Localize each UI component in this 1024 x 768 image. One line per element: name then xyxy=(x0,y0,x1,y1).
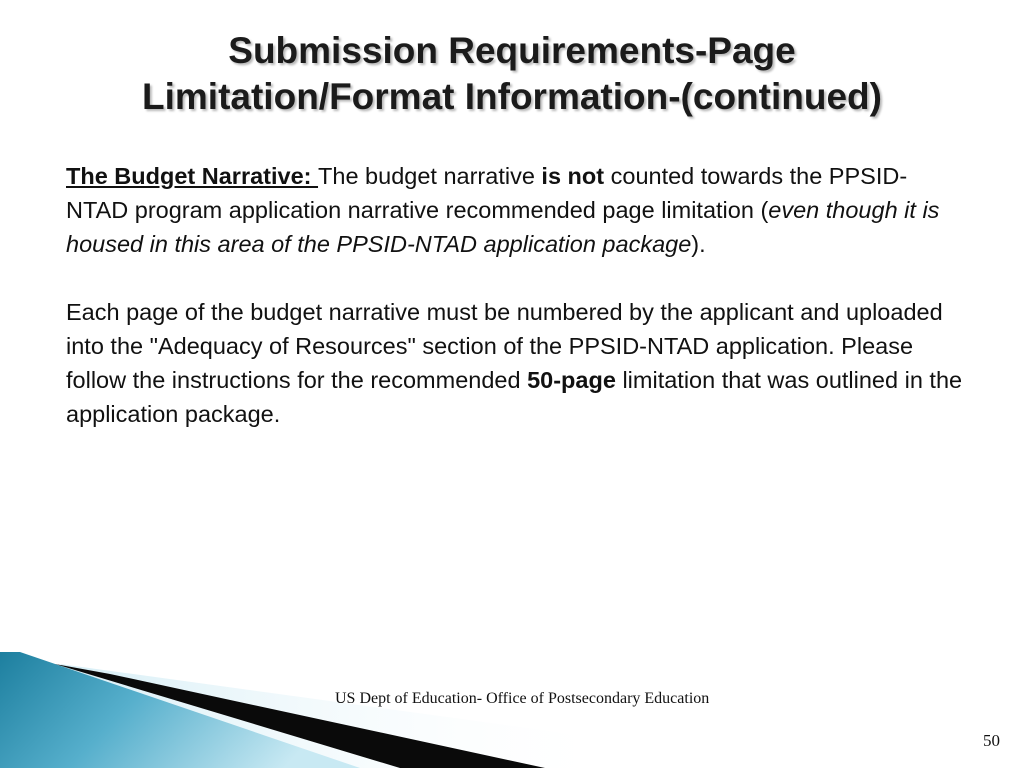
slide-body xyxy=(66,159,966,431)
para2-bold-50-page: 50-page xyxy=(527,367,616,393)
para1-bold-is-not: is not xyxy=(541,163,605,189)
para2-text-1: Each page of the budget narrative must be numbered by the applicant and uploaded into the "Adequacy of Resources" section of the PPSID-NTAD application. Please follow the instructions for the recommended xyxy=(66,299,943,393)
para1-text-1: The budget narrative xyxy=(318,163,542,189)
footer-text: US Dept of Education- Office of Postsecondary Education xyxy=(335,690,710,707)
para1-italic: even though it is housed in this area of the PPSID-NTAD application package xyxy=(66,197,940,257)
title-line-1: Submission Requirements-Page xyxy=(228,30,796,71)
para2-text-2: limitation that was outlined in the application package. xyxy=(66,367,963,427)
budget-narrative-paragraph xyxy=(66,159,966,261)
para1-text-2: counted towards the PPSID-NTAD program application narrative recommended page limitation ( xyxy=(66,163,908,223)
para1-text-3: ). xyxy=(691,231,706,257)
slide-title xyxy=(30,28,994,120)
budget-narrative-heading: The Budget Narrative: xyxy=(66,163,319,189)
title-line-2: Limitation/Format Information-(continued) xyxy=(142,76,882,117)
page-numbering-paragraph xyxy=(66,295,966,431)
page-number: 50 xyxy=(983,731,1000,750)
